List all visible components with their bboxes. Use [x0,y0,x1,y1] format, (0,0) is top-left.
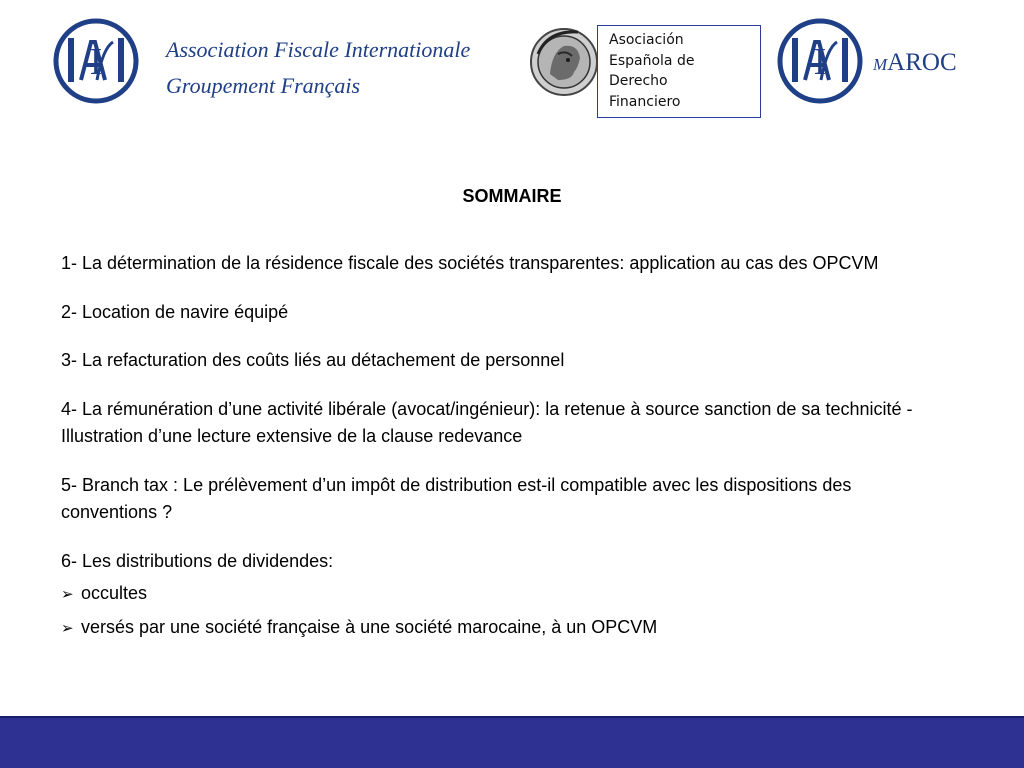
maroc-label [873,49,957,77]
spanish-line-4: Financiero [609,93,681,110]
summary-item-3: 3- La refacturation des coûts liés au détachement de personnel [61,350,565,370]
sub-item-occultes [61,580,951,609]
sub-item-verses [61,614,951,643]
arrow-bullet-icon: ➢ [61,586,74,603]
summary-item-1: 1- La détermination de la résidence fiscale des sociétés transparentes: application au cas des OPCVM [61,253,879,273]
spanish-line-3: Derecho [609,73,668,89]
page-title: SOMMAIRE [462,186,562,206]
ifa-logo [53,18,139,104]
sub-item-label: versés par une société française à une société marocaine, à un OPCVM [81,616,658,637]
summary-item-5: 5- Branch tax : Le prélèvement d’un impôt de distribution est-il compatible avec les dispositions des conventions ? [61,474,852,522]
spanish-line-1: Asociación [609,32,684,48]
maroc-rest: AROC [887,49,957,76]
summary-item-2: 2- Location de navire équipé [61,301,289,322]
summary-list [61,250,951,647]
medallion-seal-icon [528,24,600,100]
summary-item-4: 4- La rémunération d’une activité libérale (avocat/ingénieur): la retenue à source sanction de sa technicité - Illustration d’une lecture extensive de la clause redevance [61,398,913,446]
spanish-association-box [597,25,761,118]
ifa-logo-maroc [777,18,863,104]
sub-item-label: occultes [81,583,148,603]
association-title [166,32,470,104]
maroc-initial: M [873,55,888,74]
footer-bar [0,716,1024,768]
spanish-line-2: Española de [609,52,695,69]
association-line-1: Association Fiscale Internationale [166,37,471,62]
svg-text:I: I [813,41,827,83]
arrow-bullet-icon: ➢ [61,619,74,637]
svg-text:I: I [89,41,103,83]
summary-item-6: 6- Les distributions de dividendes: [61,550,334,571]
association-line-2: Groupement Français [166,73,361,98]
